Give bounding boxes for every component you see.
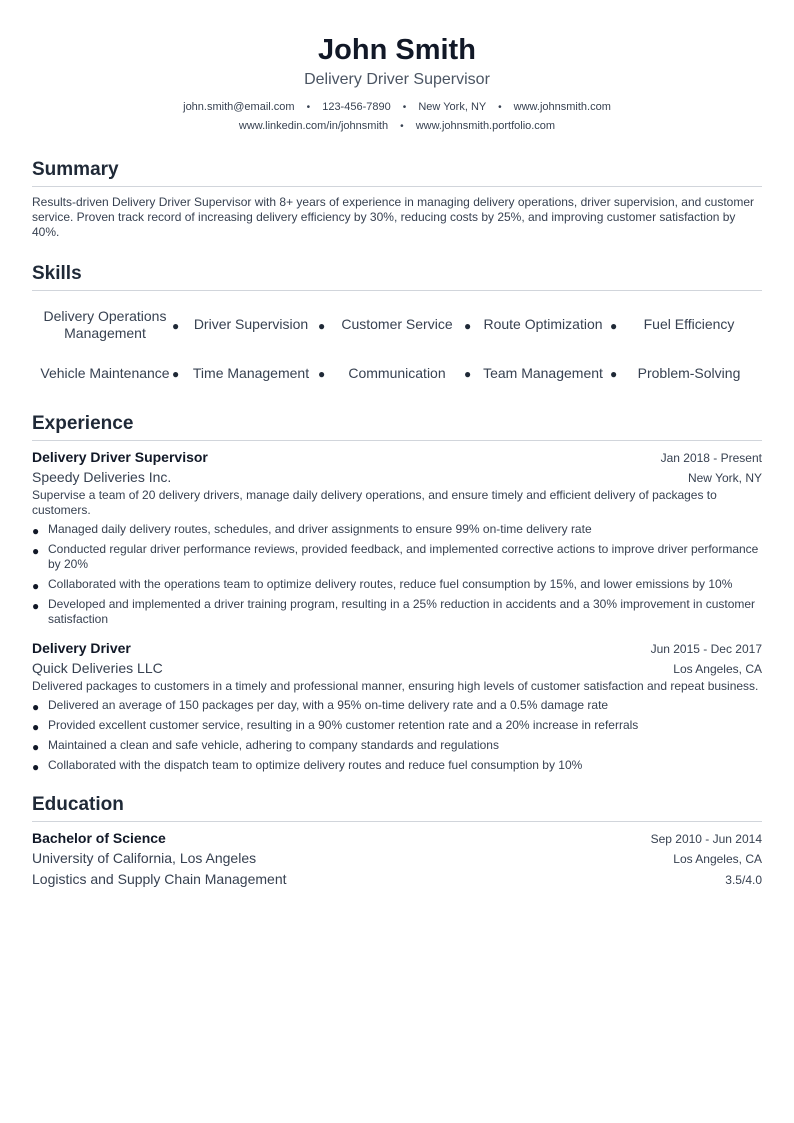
education-degree: Bachelor of Science [32,830,166,846]
education-location: Los Angeles, CA [673,852,762,866]
resume-page [32,0,762,890]
education-gpa: 3.5/4.0 [725,873,762,887]
bullet-icon: ● [32,740,40,754]
contact-location: New York, NY [418,101,487,113]
job-location: Los Angeles, CA [673,662,762,676]
list-item: ● Developed and implemented a driver training program, resulting in a 25% reduction in accidents and a 30% improvement in customer satisfaction [32,597,756,626]
skill-item: Vehicle Maintenance [40,364,170,381]
contact-line-2 [32,117,762,136]
section-divider [32,186,762,187]
job-dates: Jun 2015 - Dec 2017 [650,642,762,656]
bullet-icon: ● [32,760,40,774]
job-bullet-list [32,522,762,627]
bullet-icon: ● [610,367,618,382]
experience-section [32,412,762,773]
bullet-icon: ● [32,599,40,613]
bullet-icon: ● [32,544,40,558]
skill-item: ● Fuel Efficiency [610,316,735,333]
education-major-row [32,869,762,890]
bullet-icon: ● [318,318,326,333]
job-entry [32,448,762,627]
list-item: ● Conducted regular driver performance reviews, provided feedback, and implemented corrective actions to improve driver performance by 20% [32,542,759,571]
bullet-icon: ● [32,720,40,734]
job-description: Delivered packages to customers in a timely and professional manner, ensuring high levels of customer satisfaction and repeat business. [32,679,759,693]
bullet-icon: ● [464,318,472,333]
contact-separator: • [498,102,502,113]
section-divider [32,821,762,822]
skill-item: ● Problem-Solving [610,364,741,382]
job-header [32,448,762,467]
contact-separator: • [306,102,311,113]
bullet-icon: ● [172,367,180,382]
contact-linkedin[interactable]: www.linkedin.com/in/johnsmith [238,120,389,132]
bullet-icon: ● [172,318,180,333]
skill-item: ● Communication [318,364,446,382]
list-item: ● Maintained a clean and safe vehicle, adhering to company standards and regulations [32,738,499,754]
contact-line-1 [32,98,762,117]
contact-separator: • [400,121,404,132]
resume-header [32,31,762,136]
bullet-icon: ● [32,700,40,714]
summary-section [32,158,762,240]
summary-text: Results-driven Delivery Driver Supervisor with 8+ years of experience in managing delivery operations, driver supervision, and customer service. Proven track record of increasing delivery efficiency by 30%, reducing costs by 25%, and improving customer satisfaction by 40%. [32,195,754,239]
education-major: Logistics and Supply Chain Management [32,871,287,887]
job-location: New York, NY [687,471,762,485]
contact-portfolio[interactable]: www.johnsmith.portfolio.com [415,120,556,132]
education-degree-row [32,829,762,848]
list-item: ● Provided excellent customer service, resulting in a 90% customer retention rate and a 20% increase in referrals [32,718,639,734]
list-item: ● Collaborated with the dispatch team to optimize delivery routes and reduce fuel consumption by 10% [32,758,583,774]
education-school: University of California, Los Angeles [32,850,257,866]
skill-item: ● Customer Service [318,316,453,333]
list-item: ● Managed daily delivery routes, schedules, and driver assignments to ensure 99% on-time delivery rate [32,522,592,538]
bullet-icon: ● [464,367,472,382]
bullet-icon: ● [318,367,326,382]
list-item: ● Collaborated with the operations team to optimize delivery routes, reduce fuel consumption by 15%, and lower emissions by 10% [32,577,733,593]
job-company-row [32,658,762,679]
contact-email[interactable]: john.smith@email.com [183,101,295,113]
contact-website[interactable]: www.johnsmith.com [513,101,611,113]
job-description: Supervise a team of 20 delivery drivers, manage daily delivery operations, and ensure timely and efficient delivery of packages to customers. [32,488,717,517]
job-company: Speedy Deliveries Inc. [32,469,172,485]
section-heading-education: Education [32,794,124,815]
candidate-name: John Smith [318,34,476,66]
section-divider [32,290,762,291]
skill-item: ● Time Management [172,364,310,382]
list-item: ● Delivered an average of 150 packages per day, with a 95% on-time delivery rate and a 0.5% damage rate [32,698,609,714]
job-title: Delivery Driver Supervisor [32,449,208,465]
bullet-icon: ● [32,524,40,538]
section-divider [32,440,762,441]
skills-section [32,262,762,393]
skill-item: ● Route Optimization [464,316,603,333]
contact-separator: • [402,102,407,113]
job-dates: Jan 2018 - Present [660,451,762,465]
job-company: Quick Deliveries LLC [32,660,163,676]
bullet-icon: ● [610,318,618,333]
skill-item: Delivery Operations Management [43,307,167,341]
job-title: Delivery Driver [32,640,131,656]
job-entry [32,639,762,773]
skills-grid [32,299,762,393]
contact-phone: 123-456-7890 [322,101,391,113]
job-company-row [32,467,762,488]
bullet-icon: ● [32,579,40,593]
candidate-title: Delivery Driver Supervisor [304,71,490,88]
education-section [32,793,762,890]
education-school-row [32,848,762,869]
job-bullet-list [32,698,762,773]
skill-item: ● Driver Supervision [172,316,309,333]
skill-item: ● Team Management [464,364,603,382]
education-dates: Sep 2010 - Jun 2014 [650,832,762,846]
job-header [32,639,762,658]
section-heading-summary: Summary [32,159,119,180]
section-heading-experience: Experience [32,413,134,434]
section-heading-skills: Skills [32,263,82,284]
